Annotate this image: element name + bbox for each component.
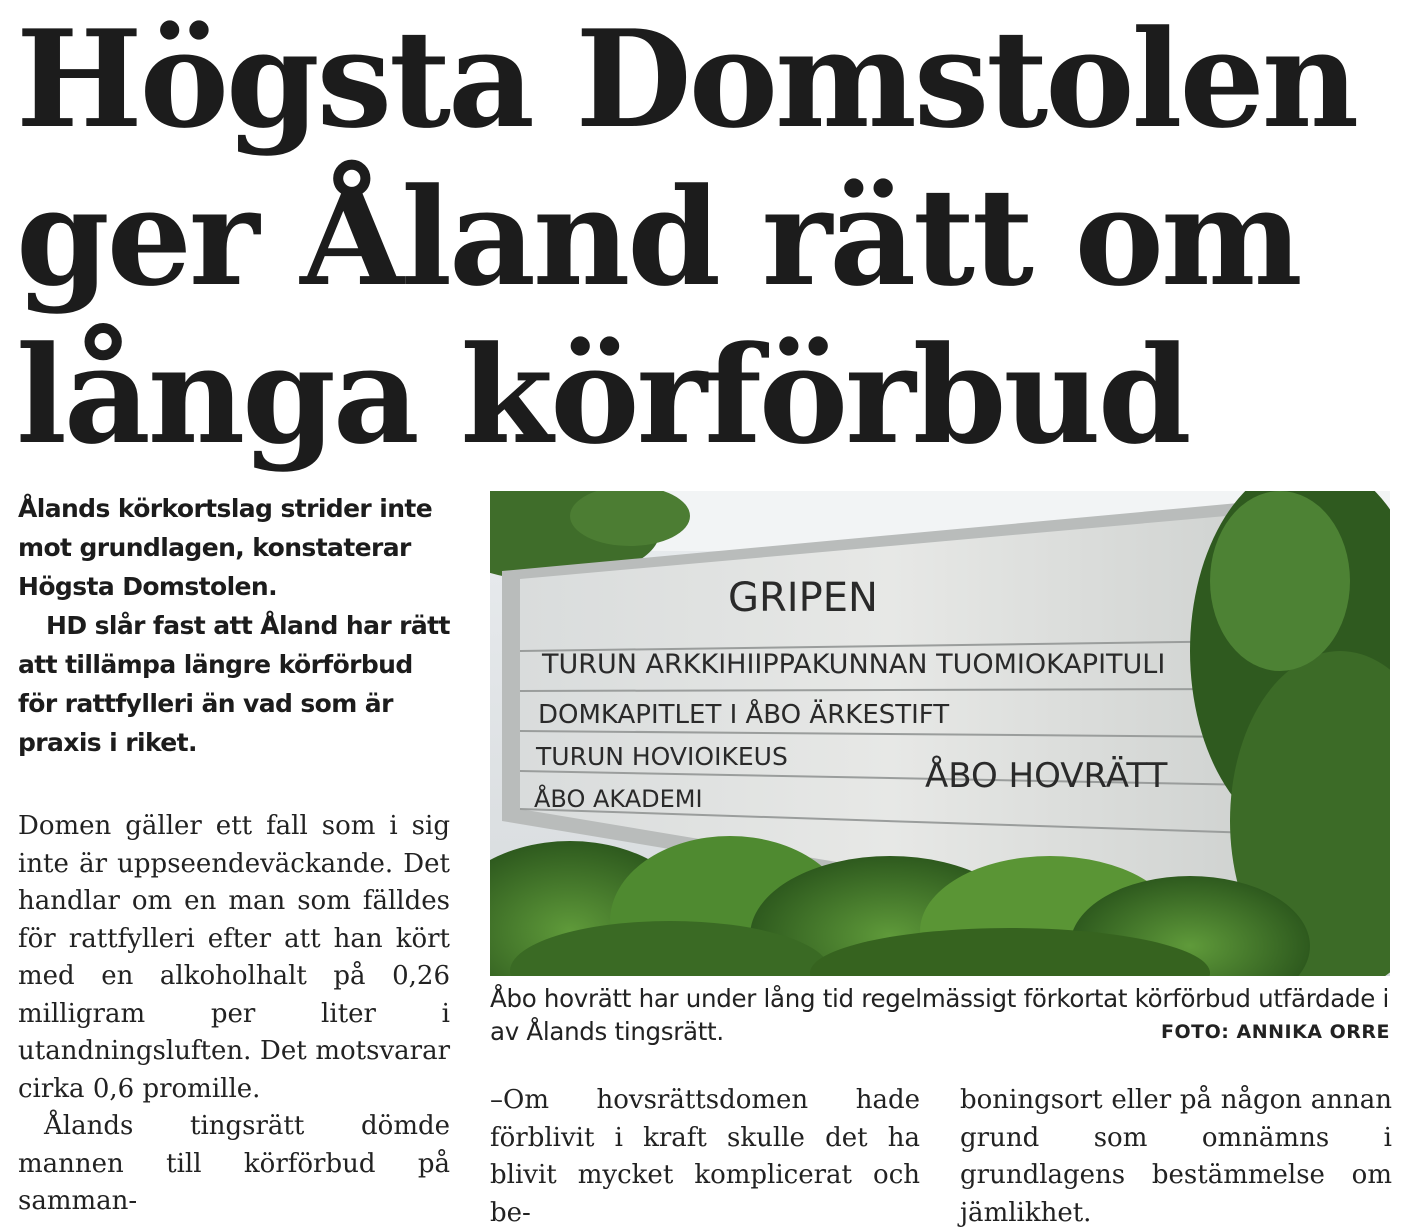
- body-column-2: [490, 1082, 920, 1232]
- article-photo: [490, 491, 1390, 976]
- sign-line: TURUN ARKKIHIIPPAKUNNAN TUOMIOKAPITULI: [542, 649, 1166, 680]
- body-paragraph: boningsort eller på någon annan grund som omnämns i grundlagens bestämmelse om jämlikhet.: [960, 1085, 1392, 1228]
- headline-line: långa körförbud: [16, 316, 1189, 474]
- sign-line: DOMKAPITLET I ÅBO ÄRKESTIFT: [538, 700, 950, 730]
- headline-line: ger Åland rätt om: [16, 158, 1300, 316]
- ingress-paragraph: Ålands körkortslag strider inte mot grundlagen, konstaterar Högsta Domstolen.: [18, 494, 433, 601]
- headline-line: Högsta Domstolen: [16, 0, 1357, 158]
- caption-text: Åbo hovrätt har under lång tid regelmässigt förkortat körförbud utfärdade i av Ålands tingsrätt.: [490, 984, 1390, 1046]
- ingress: [18, 489, 458, 762]
- body-paragraph: Domen gäller ett fall som i sig inte är uppseendeväckande. Det handlar om en man som fälldes för rattfylleri efter att han kört med en alkoholhalt på 0,26 milligram per liter i utandningsluften. Det motsvarar cirka 0,6 promille.: [18, 811, 450, 1104]
- sign-line: TURUN HOVIOIKEUS: [536, 742, 788, 771]
- body-column-1: [18, 808, 450, 1221]
- body-paragraph: –Om hovsrättsdomen hade förblivit i kraft skulle det ha blivit mycket komplicerat och be-: [490, 1085, 920, 1228]
- ingress-paragraph: HD slår fast att Åland har rätt att tillämpa längre körförbud för rattfylleri än vad som är praxis i riket.: [18, 611, 450, 757]
- photo-credit: FOTO: ANNIKA ORRE: [1161, 1021, 1390, 1043]
- headline: [16, 0, 1406, 474]
- sign-line: ÅBO AKADEMI: [534, 785, 703, 813]
- sign-photo: [490, 491, 1390, 976]
- body-paragraph: Ålands tingsrätt dömde mannen till körförbud på samman-: [18, 1111, 450, 1216]
- body-column-3: [960, 1082, 1392, 1232]
- sign-line: ÅBO HOVRÄTT: [925, 756, 1168, 796]
- sign-line: GRIPEN: [728, 575, 878, 621]
